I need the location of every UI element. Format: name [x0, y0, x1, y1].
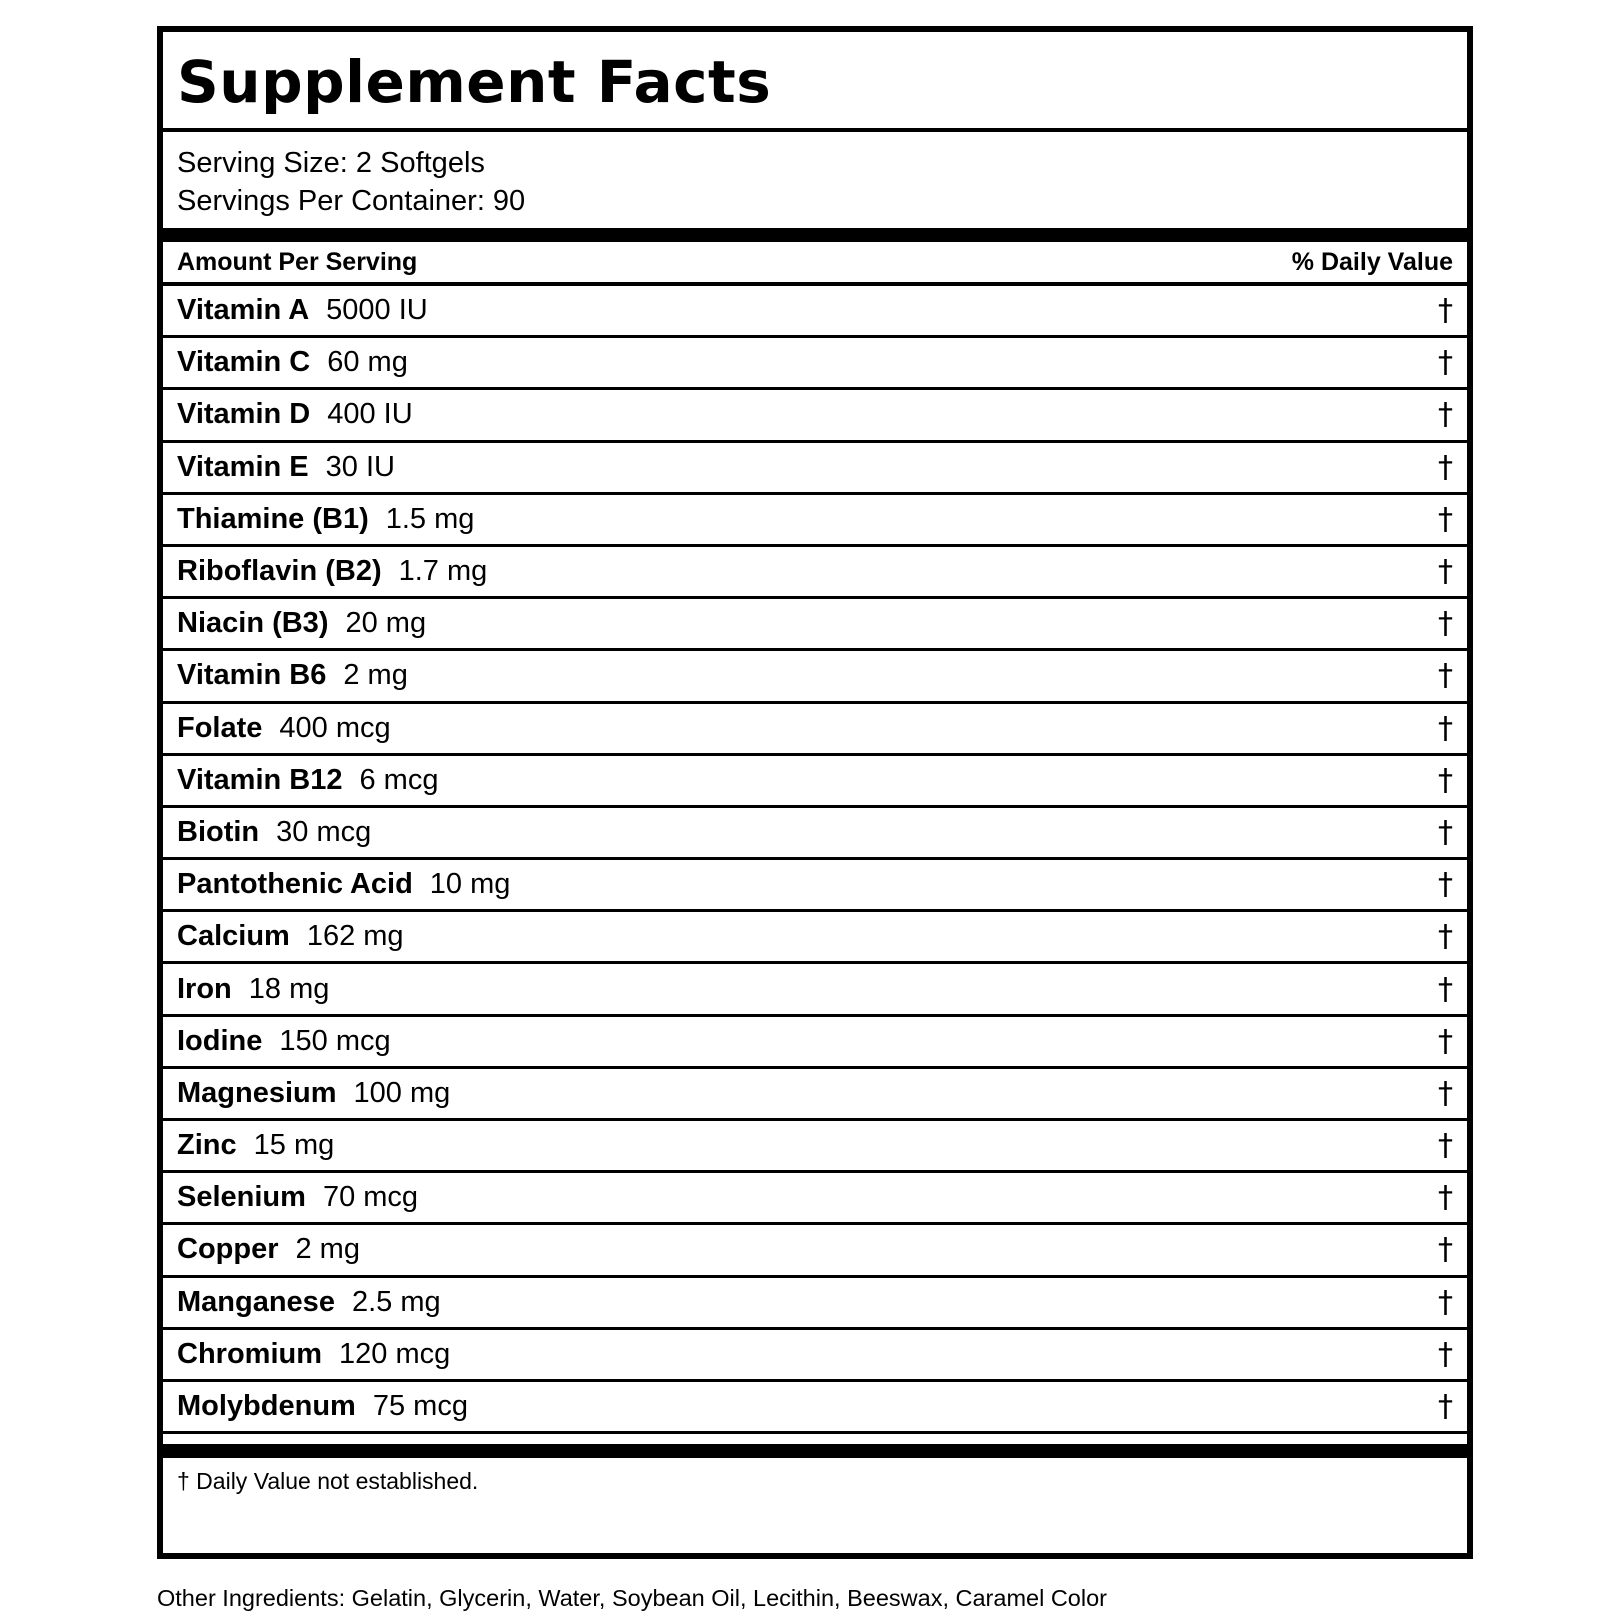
- table-row: [163, 599, 1467, 651]
- serving-info: [163, 132, 1467, 228]
- nutrient-amount: 120 mcg: [339, 1337, 451, 1370]
- daily-value-dagger: †: [1438, 814, 1453, 850]
- nutrient-list: [163, 286, 1467, 1434]
- nutrient-cell: [177, 1286, 441, 1319]
- thick-divider: [163, 228, 1467, 242]
- daily-value-dagger: †: [1438, 658, 1453, 694]
- nutrient-name: Vitamin B12: [177, 763, 343, 796]
- nutrient-cell: [177, 712, 391, 745]
- nutrient-name: Vitamin B6: [177, 659, 327, 692]
- supplement-facts-panel: [157, 26, 1473, 1559]
- nutrient-amount: 2 mg: [295, 1233, 360, 1266]
- daily-value-dagger: †: [1438, 1128, 1453, 1164]
- table-row: [163, 1330, 1467, 1382]
- nutrient-amount: 100 mg: [353, 1076, 451, 1109]
- nutrient-name: Vitamin C: [177, 346, 311, 379]
- nutrient-amount: 400 mcg: [279, 711, 391, 744]
- daily-value-dagger: †: [1438, 919, 1453, 955]
- table-row: [163, 443, 1467, 495]
- table-row: [163, 964, 1467, 1016]
- nutrient-amount: 2.5 mg: [351, 1285, 441, 1318]
- nutrient-name: Manganese: [177, 1285, 335, 1318]
- nutrient-name: Thiamine (B1): [177, 502, 369, 535]
- nutrient-amount: 30 mcg: [276, 815, 372, 848]
- nutrient-amount: 400 IU: [327, 398, 413, 431]
- nutrient-name: Calcium: [177, 920, 290, 953]
- nutrient-cell: [177, 1025, 391, 1058]
- nutrient-cell: [177, 1390, 468, 1423]
- nutrient-amount: 70 mcg: [322, 1181, 419, 1214]
- nutrient-name: Vitamin D: [177, 398, 311, 431]
- nutrient-amount: 5000 IU: [326, 294, 428, 327]
- nutrient-name: Iron: [177, 972, 232, 1005]
- table-row: [163, 495, 1467, 547]
- title-section: [163, 32, 1467, 132]
- daily-value-dagger: †: [1438, 345, 1453, 381]
- table-row: [163, 756, 1467, 808]
- nutrient-name: Vitamin A: [177, 294, 310, 327]
- table-row: [163, 1382, 1467, 1434]
- daily-value-dagger: †: [1438, 1284, 1453, 1320]
- table-row: [163, 651, 1467, 703]
- table-row: [163, 286, 1467, 338]
- table-row: [163, 1017, 1467, 1069]
- daily-value-dagger: †: [1438, 1389, 1453, 1425]
- nutrient-cell: [177, 659, 408, 692]
- table-row: [163, 1121, 1467, 1173]
- nutrient-amount: 20 mg: [345, 607, 427, 640]
- nutrient-cell: [177, 1338, 450, 1371]
- daily-value-dagger: †: [1438, 1023, 1453, 1059]
- nutrient-cell: [177, 920, 404, 953]
- nutrient-cell: [177, 503, 474, 536]
- daily-value-heading: % Daily Value: [1291, 247, 1453, 276]
- daily-value-dagger: †: [1438, 1075, 1453, 1111]
- nutrient-amount: 10 mg: [429, 868, 511, 901]
- other-ingredients: Other Ingredients: Gelatin, Glycerin, Water, Soybean Oil, Lecithin, Beeswax, Caramel Color: [157, 1585, 1107, 1611]
- nutrient-name: Zinc: [177, 1129, 237, 1162]
- daily-value-dagger: †: [1438, 762, 1453, 798]
- footnote: † Daily Value not established.: [177, 1468, 479, 1495]
- daily-value-dagger: †: [1438, 449, 1453, 485]
- table-row: [163, 704, 1467, 756]
- daily-value-dagger: †: [1438, 867, 1453, 903]
- daily-value-dagger: †: [1438, 710, 1453, 746]
- table-row: [163, 338, 1467, 390]
- nutrient-amount: 150 mcg: [279, 1024, 391, 1057]
- daily-value-dagger: †: [1438, 1232, 1453, 1268]
- amount-per-serving-heading: Amount Per Serving: [177, 247, 418, 276]
- panel-title: Supplement Facts: [177, 48, 772, 116]
- daily-value-dagger: †: [1438, 501, 1453, 537]
- nutrient-name: Pantothenic Acid: [177, 868, 413, 901]
- nutrient-amount: 60 mg: [327, 346, 408, 379]
- nutrient-cell: [177, 1233, 360, 1266]
- nutrient-amount: 18 mg: [248, 972, 330, 1005]
- daily-value-dagger: †: [1438, 1180, 1453, 1216]
- nutrient-name: Chromium: [177, 1337, 322, 1370]
- nutrient-name: Vitamin E: [177, 450, 309, 483]
- nutrient-cell: [177, 973, 329, 1006]
- nutrient-amount: 162 mg: [306, 920, 404, 953]
- nutrient-cell: [177, 346, 408, 379]
- nutrient-cell: [177, 294, 428, 327]
- thick-divider-bottom: [163, 1444, 1467, 1458]
- nutrient-name: Riboflavin (B2): [177, 555, 382, 588]
- nutrient-name: Biotin: [177, 815, 260, 848]
- nutrient-name: Folate: [177, 711, 263, 744]
- table-row: [163, 1278, 1467, 1330]
- nutrient-name: Selenium: [177, 1181, 306, 1214]
- daily-value-dagger: †: [1438, 971, 1453, 1007]
- table-row: [163, 1069, 1467, 1121]
- serving-size: Serving Size: 2 Softgels: [177, 147, 485, 179]
- daily-value-dagger: †: [1438, 554, 1453, 590]
- table-row: [163, 1173, 1467, 1225]
- nutrient-amount: 1.7 mg: [398, 555, 488, 588]
- daily-value-dagger: †: [1438, 606, 1453, 642]
- nutrient-cell: [177, 1181, 418, 1214]
- table-row: [163, 1225, 1467, 1277]
- nutrient-cell: [177, 607, 426, 640]
- table-row: [163, 547, 1467, 599]
- nutrient-amount: 6 mcg: [359, 763, 439, 796]
- nutrient-cell: [177, 1129, 334, 1162]
- nutrient-cell: [177, 816, 371, 849]
- nutrient-cell: [177, 398, 413, 431]
- nutrient-cell: [177, 1077, 450, 1110]
- daily-value-dagger: †: [1438, 293, 1453, 329]
- nutrient-cell: [177, 555, 487, 588]
- nutrient-cell: [177, 868, 510, 901]
- nutrient-cell: [177, 764, 438, 797]
- table-row: [163, 808, 1467, 860]
- nutrient-amount: 1.5 mg: [385, 502, 475, 535]
- nutrient-name: Niacin (B3): [177, 607, 329, 640]
- nutrient-cell: [177, 451, 395, 484]
- nutrient-amount: 30 IU: [325, 450, 395, 483]
- nutrient-amount: 2 mg: [343, 659, 408, 692]
- table-row: [163, 860, 1467, 912]
- daily-value-dagger: †: [1438, 1336, 1453, 1372]
- nutrient-name: Molybdenum: [177, 1390, 356, 1423]
- nutrient-amount: 15 mg: [253, 1129, 335, 1162]
- nutrient-amount: 75 mcg: [372, 1390, 468, 1423]
- table-row: [163, 390, 1467, 442]
- nutrient-name: Magnesium: [177, 1076, 337, 1109]
- servings-per-container: Servings Per Container: 90: [177, 185, 526, 217]
- table-header: [163, 242, 1467, 286]
- spacer: [163, 1434, 1467, 1444]
- nutrient-name: Iodine: [177, 1024, 263, 1057]
- daily-value-dagger: †: [1438, 397, 1453, 433]
- nutrient-name: Copper: [177, 1233, 279, 1266]
- table-row: [163, 912, 1467, 964]
